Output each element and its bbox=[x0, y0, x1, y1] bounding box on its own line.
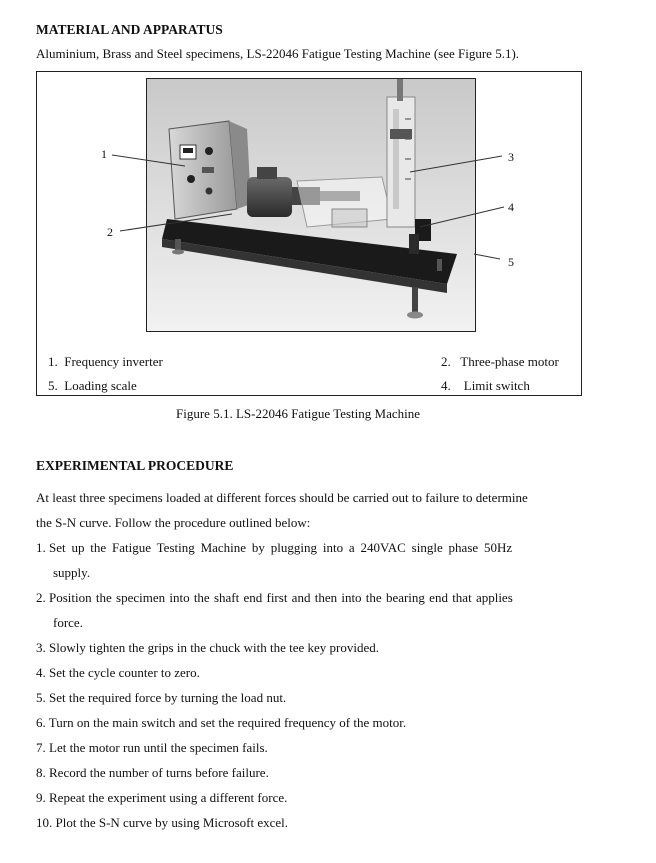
step-text: Repeat the experiment using a different force. bbox=[49, 790, 288, 805]
callout-5: 5 bbox=[508, 255, 514, 269]
legend-label: Frequency inverter bbox=[64, 354, 163, 369]
procedure-step-10 bbox=[36, 815, 288, 831]
procedure-step-7 bbox=[36, 740, 268, 756]
procedure-step-8 bbox=[36, 765, 269, 781]
step-number: 2. bbox=[36, 590, 46, 605]
step-number: 6. bbox=[36, 715, 46, 730]
step-number: 8. bbox=[36, 765, 46, 780]
step-number: 7. bbox=[36, 740, 46, 755]
step-text: Record the number of turns before failure. bbox=[49, 765, 269, 780]
leader-4 bbox=[420, 207, 504, 227]
step-number: 1. bbox=[36, 540, 46, 555]
step-number: 3. bbox=[36, 640, 46, 655]
legend-item-loading-scale bbox=[48, 378, 137, 394]
legend-item-three-phase-motor bbox=[441, 354, 559, 370]
legend-item-limit-switch bbox=[441, 378, 530, 394]
callout-1: 1 bbox=[101, 147, 107, 161]
legend-label: Three-phase motor bbox=[460, 354, 559, 369]
procedure-step-2 bbox=[36, 590, 513, 606]
procedure-intro-line2: the S-N curve. Follow the procedure outlined below: bbox=[36, 515, 311, 530]
legend-label: Loading scale bbox=[64, 378, 137, 393]
step-text: Let the motor run until the specimen fails. bbox=[49, 740, 268, 755]
legend-item-frequency-inverter bbox=[48, 354, 163, 370]
step-text: Slowly tighten the grips in the chuck with the tee key provided. bbox=[49, 640, 379, 655]
legend-num: 5. bbox=[48, 378, 58, 393]
step-number: 9. bbox=[36, 790, 46, 805]
step-text: Position the specimen into the shaft end first and then into the bearing end that applies bbox=[49, 590, 513, 605]
legend-num: 2. bbox=[441, 354, 451, 369]
leader-3 bbox=[410, 156, 502, 172]
callout-leaders bbox=[0, 0, 656, 400]
procedure-step-6 bbox=[36, 715, 406, 731]
callout-2: 2 bbox=[107, 225, 113, 239]
leader-5 bbox=[474, 254, 500, 259]
procedure-step-5 bbox=[36, 690, 286, 706]
procedure-heading: EXPERIMENTAL PROCEDURE bbox=[36, 458, 234, 473]
callout-4: 4 bbox=[508, 200, 514, 214]
procedure-step-3 bbox=[36, 640, 379, 656]
procedure-step-1-cont: supply. bbox=[53, 565, 91, 580]
step-text: Plot the S-N curve by using Microsoft excel. bbox=[55, 815, 289, 830]
step-number: 4. bbox=[36, 665, 46, 680]
step-number: 10. bbox=[36, 815, 53, 830]
procedure-step-2-cont: force. bbox=[53, 615, 83, 630]
material-heading: MATERIAL AND APPARATUS bbox=[36, 22, 223, 37]
legend-label: Limit switch bbox=[463, 378, 530, 393]
step-text: Turn on the main switch and set the required frequency of the motor. bbox=[48, 715, 407, 730]
callout-3: 3 bbox=[508, 150, 514, 164]
leader-1 bbox=[112, 155, 185, 166]
step-number: 5. bbox=[36, 690, 46, 705]
figure-caption: Figure 5.1. LS-22046 Fatigue Testing Machine bbox=[176, 406, 421, 421]
step-text: Set up the Fatigue Testing Machine by plugging into a 240VAC single phase 50Hz bbox=[49, 540, 513, 555]
leader-2 bbox=[120, 214, 232, 231]
procedure-step-4 bbox=[36, 665, 200, 681]
material-text: Aluminium, Brass and Steel specimens, LS-22046 Fatigue Testing Machine (see Figure 5.1). bbox=[36, 46, 520, 61]
step-text: Set the required force by turning the load nut. bbox=[49, 690, 287, 705]
procedure-step-1 bbox=[36, 540, 512, 556]
legend-num: 1. bbox=[48, 354, 58, 369]
procedure-step-9 bbox=[36, 790, 287, 806]
legend-num: 4. bbox=[441, 378, 451, 393]
step-text: Set the cycle counter to zero. bbox=[49, 665, 200, 680]
procedure-intro-line1: At least three specimens loaded at different forces should be carried out to failure to determine bbox=[36, 490, 528, 505]
